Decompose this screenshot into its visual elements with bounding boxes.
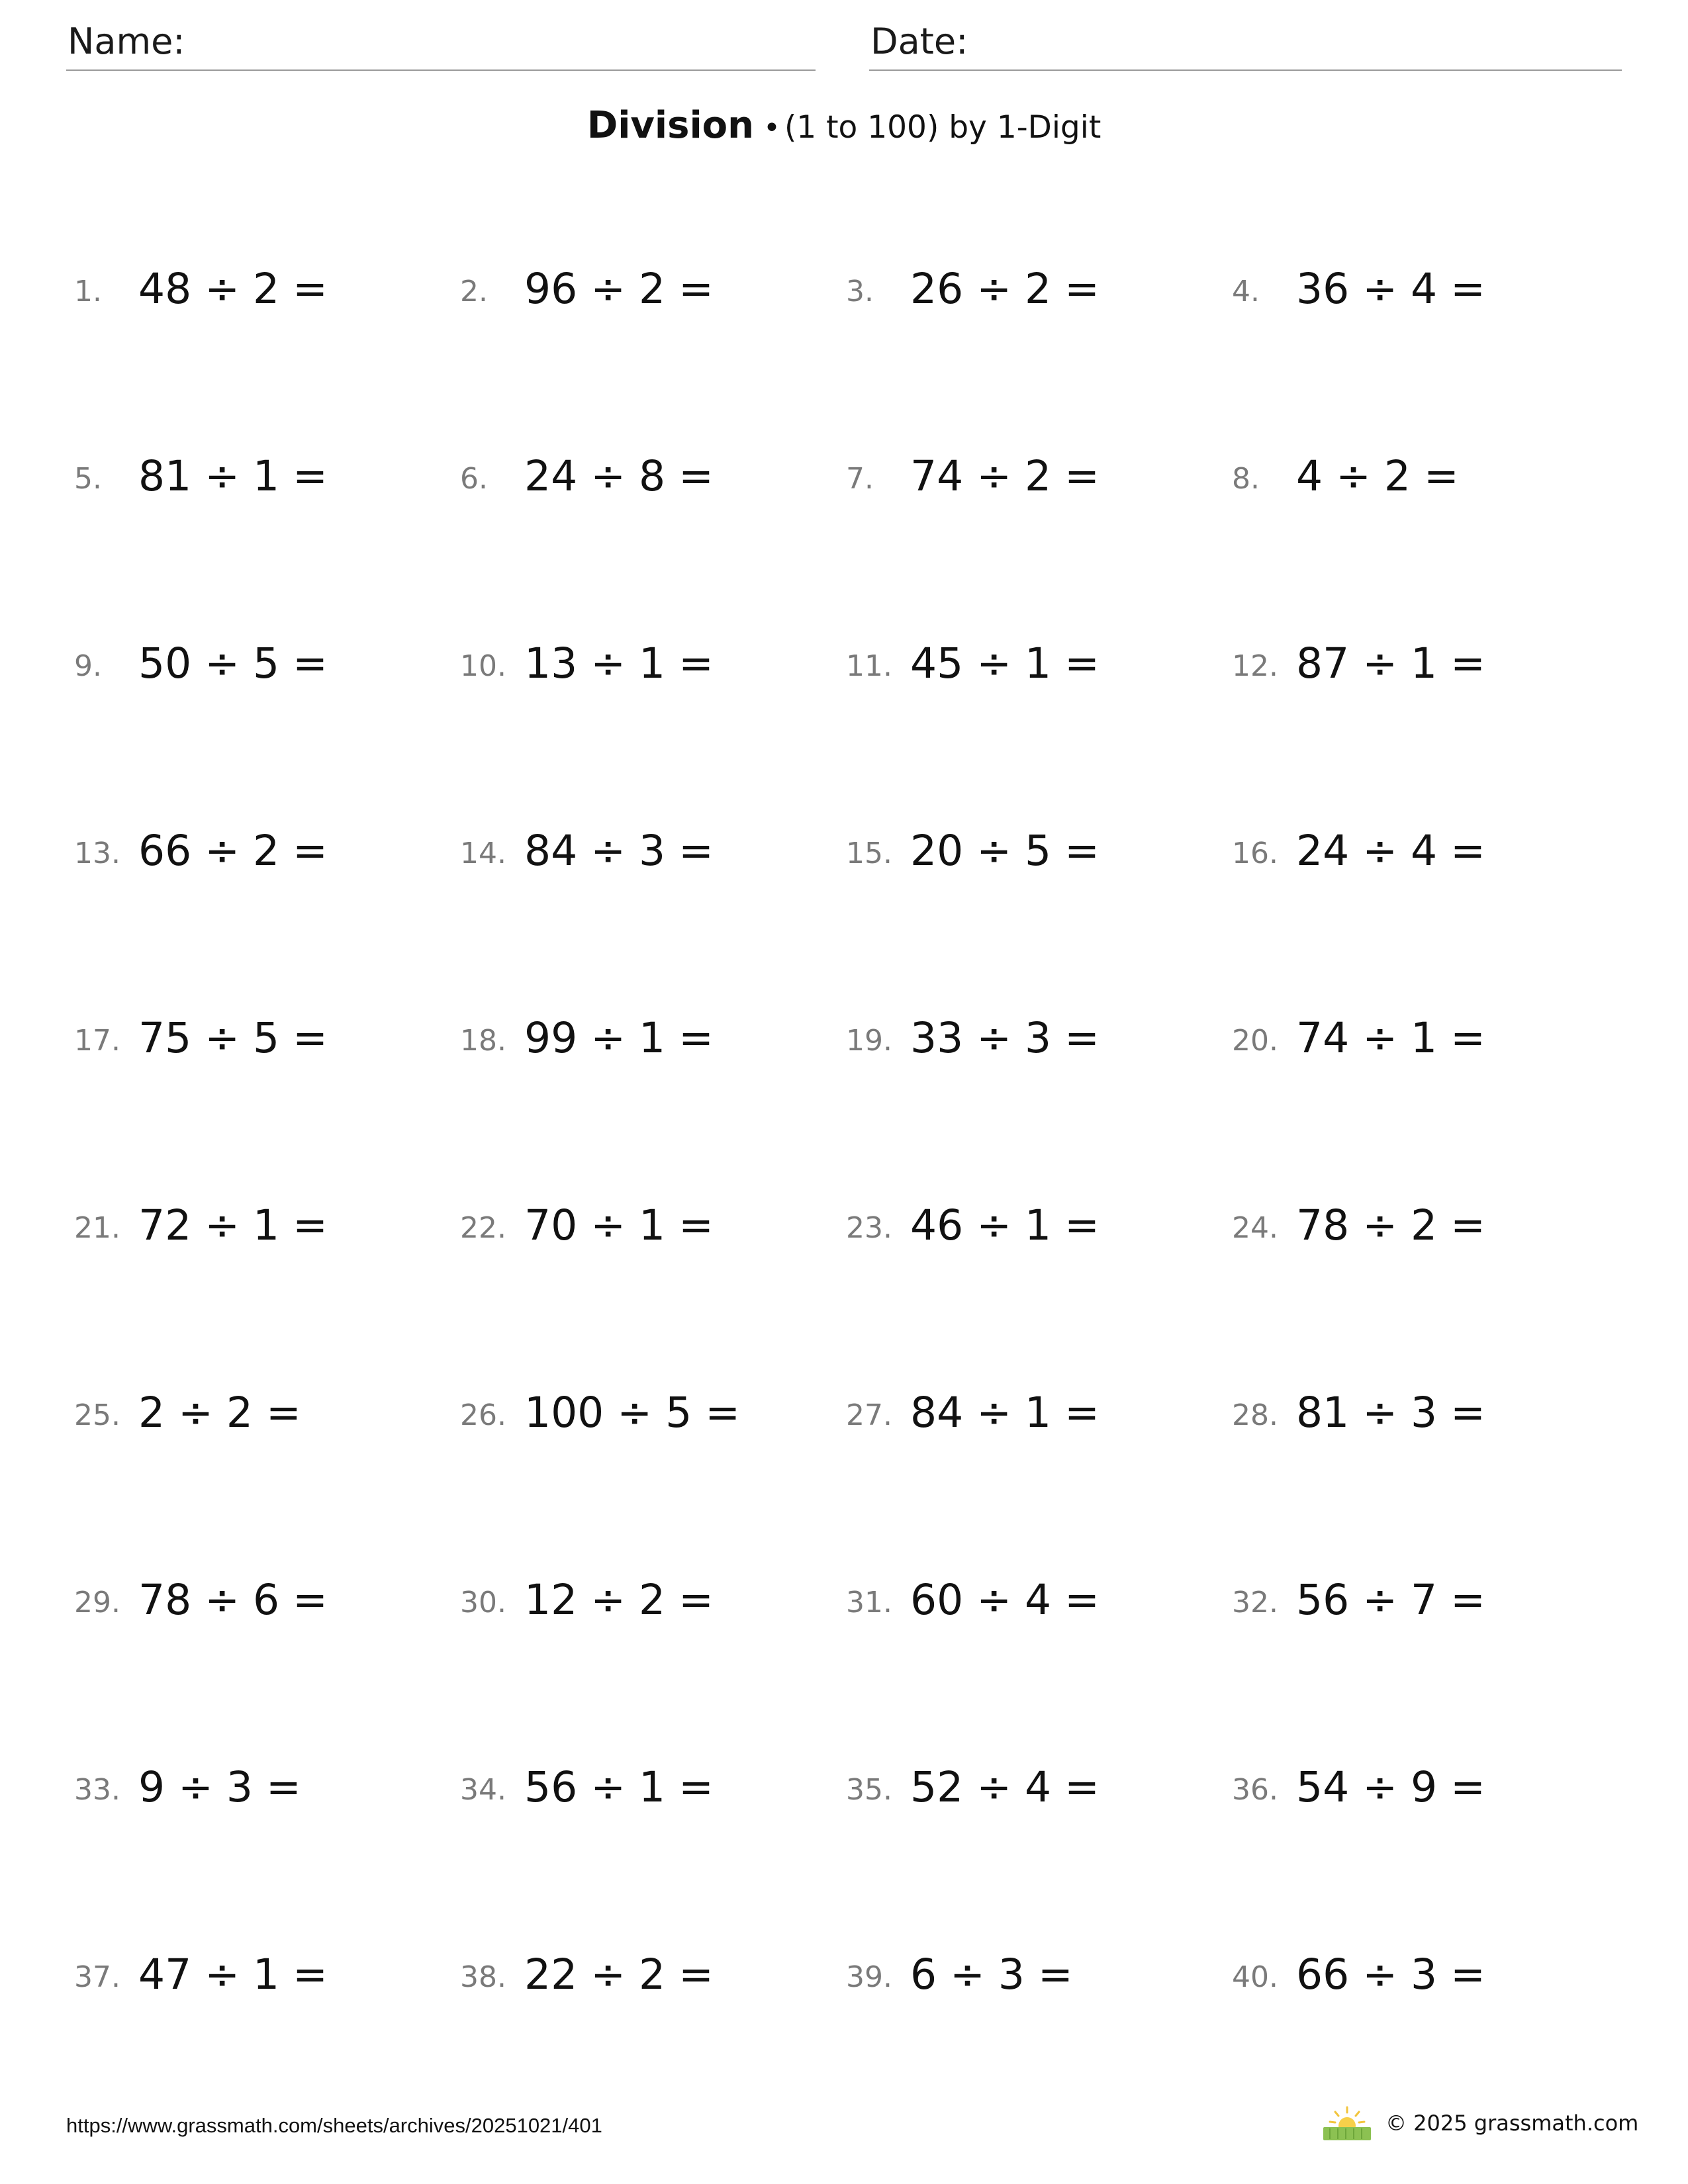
footer-copyright: © 2025 grassmath.com	[1385, 2111, 1639, 2136]
problem-expression: 75 ÷ 5 =	[138, 1014, 328, 1062]
problem-expression: 47 ÷ 1 =	[138, 1950, 328, 1999]
problem-expression: 52 ÷ 4 =	[910, 1763, 1100, 1811]
problem-expression: 81 ÷ 1 =	[138, 452, 328, 500]
problem-expression: 9 ÷ 3 =	[138, 1763, 301, 1811]
date-label: Date:	[870, 21, 968, 62]
problem-expression: 48 ÷ 2 =	[138, 265, 328, 313]
problem-number: 8.	[1232, 462, 1260, 496]
problem-number: 9.	[74, 649, 102, 683]
problem-expression: 13 ÷ 1 =	[524, 639, 714, 688]
problem-expression: 24 ÷ 4 =	[1296, 827, 1485, 875]
problem-expression: 74 ÷ 2 =	[910, 452, 1100, 500]
problem-number: 23.	[846, 1211, 892, 1245]
problem-number: 12.	[1232, 649, 1278, 683]
problem-number: 16.	[1232, 837, 1278, 870]
problem-expression: 26 ÷ 2 =	[910, 265, 1100, 313]
problem-expression: 87 ÷ 1 =	[1296, 639, 1485, 688]
problem-expression: 74 ÷ 1 =	[1296, 1014, 1485, 1062]
problem-expression: 33 ÷ 3 =	[910, 1014, 1100, 1062]
problem-number: 24.	[1232, 1211, 1278, 1245]
problem-expression: 100 ÷ 5 =	[524, 1388, 740, 1437]
problem-number: 3.	[846, 275, 874, 308]
problem-expression: 78 ÷ 6 =	[138, 1576, 328, 1624]
problem-number: 18.	[460, 1024, 506, 1058]
problem-number: 19.	[846, 1024, 892, 1058]
title-main: Division	[586, 104, 754, 147]
problem-number: 11.	[846, 649, 892, 683]
problem-number: 14.	[460, 837, 506, 870]
problem-number: 7.	[846, 462, 874, 496]
problem-number: 30.	[460, 1586, 506, 1619]
problem-expression: 66 ÷ 3 =	[1296, 1950, 1485, 1999]
problem-number: 13.	[74, 837, 120, 870]
problem-expression: 66 ÷ 2 =	[138, 827, 328, 875]
problem-expression: 50 ÷ 5 =	[138, 639, 328, 688]
problem-expression: 81 ÷ 3 =	[1296, 1388, 1485, 1437]
problem-number: 40.	[1232, 1960, 1278, 1994]
problem-expression: 36 ÷ 4 =	[1296, 265, 1485, 313]
problem-expression: 84 ÷ 3 =	[524, 827, 714, 875]
problem-expression: 70 ÷ 1 =	[524, 1201, 714, 1250]
problem-number: 20.	[1232, 1024, 1278, 1058]
problem-expression: 84 ÷ 1 =	[910, 1388, 1100, 1437]
problem-expression: 96 ÷ 2 =	[524, 265, 714, 313]
problem-expression: 72 ÷ 1 =	[138, 1201, 328, 1250]
problem-number: 38.	[460, 1960, 506, 1994]
problem-expression: 60 ÷ 4 =	[910, 1576, 1100, 1624]
problem-number: 31.	[846, 1586, 892, 1619]
problem-number: 22.	[460, 1211, 506, 1245]
problem-expression: 56 ÷ 7 =	[1296, 1576, 1485, 1624]
problem-number: 27.	[846, 1398, 892, 1432]
problem-number: 33.	[74, 1773, 120, 1807]
problem-expression: 56 ÷ 1 =	[524, 1763, 714, 1811]
problem-expression: 20 ÷ 5 =	[910, 827, 1100, 875]
problem-expression: 4 ÷ 2 =	[1296, 452, 1459, 500]
problem-expression: 6 ÷ 3 =	[910, 1950, 1073, 1999]
problem-number: 28.	[1232, 1398, 1278, 1432]
problem-expression: 22 ÷ 2 =	[524, 1950, 714, 1999]
problem-expression: 2 ÷ 2 =	[138, 1388, 301, 1437]
problem-number: 32.	[1232, 1586, 1278, 1619]
problem-expression: 54 ÷ 9 =	[1296, 1763, 1485, 1811]
title-subtitle: (1 to 100) by 1-Digit	[784, 109, 1102, 146]
problem-number: 5.	[74, 462, 102, 496]
problem-number: 35.	[846, 1773, 892, 1807]
footer-url[interactable]: https://www.grassmath.com/sheets/archives/20251021/401	[66, 2114, 602, 2137]
problem-number: 37.	[74, 1960, 120, 1994]
problem-number: 2.	[460, 275, 488, 308]
name-label: Name:	[68, 21, 185, 62]
problem-number: 4.	[1232, 275, 1260, 308]
problem-expression: 46 ÷ 1 =	[910, 1201, 1100, 1250]
problem-number: 29.	[74, 1586, 120, 1619]
problem-number: 25.	[74, 1398, 120, 1432]
grassmath-logo-icon	[1321, 2105, 1374, 2142]
problem-expression: 45 ÷ 1 =	[910, 639, 1100, 688]
title-separator: •	[763, 111, 780, 145]
problem-number: 39.	[846, 1960, 892, 1994]
problem-number: 15.	[846, 837, 892, 870]
problem-expression: 24 ÷ 8 =	[524, 452, 714, 500]
problem-number: 26.	[460, 1398, 506, 1432]
problem-expression: 12 ÷ 2 =	[524, 1576, 714, 1624]
problem-number: 6.	[460, 462, 488, 496]
problem-number: 10.	[460, 649, 506, 683]
problem-number: 36.	[1232, 1773, 1278, 1807]
problem-expression: 99 ÷ 1 =	[524, 1014, 714, 1062]
problem-number: 17.	[74, 1024, 120, 1058]
problem-number: 1.	[74, 275, 102, 308]
problem-expression: 78 ÷ 2 =	[1296, 1201, 1485, 1250]
problem-number: 21.	[74, 1211, 120, 1245]
problem-number: 34.	[460, 1773, 506, 1807]
